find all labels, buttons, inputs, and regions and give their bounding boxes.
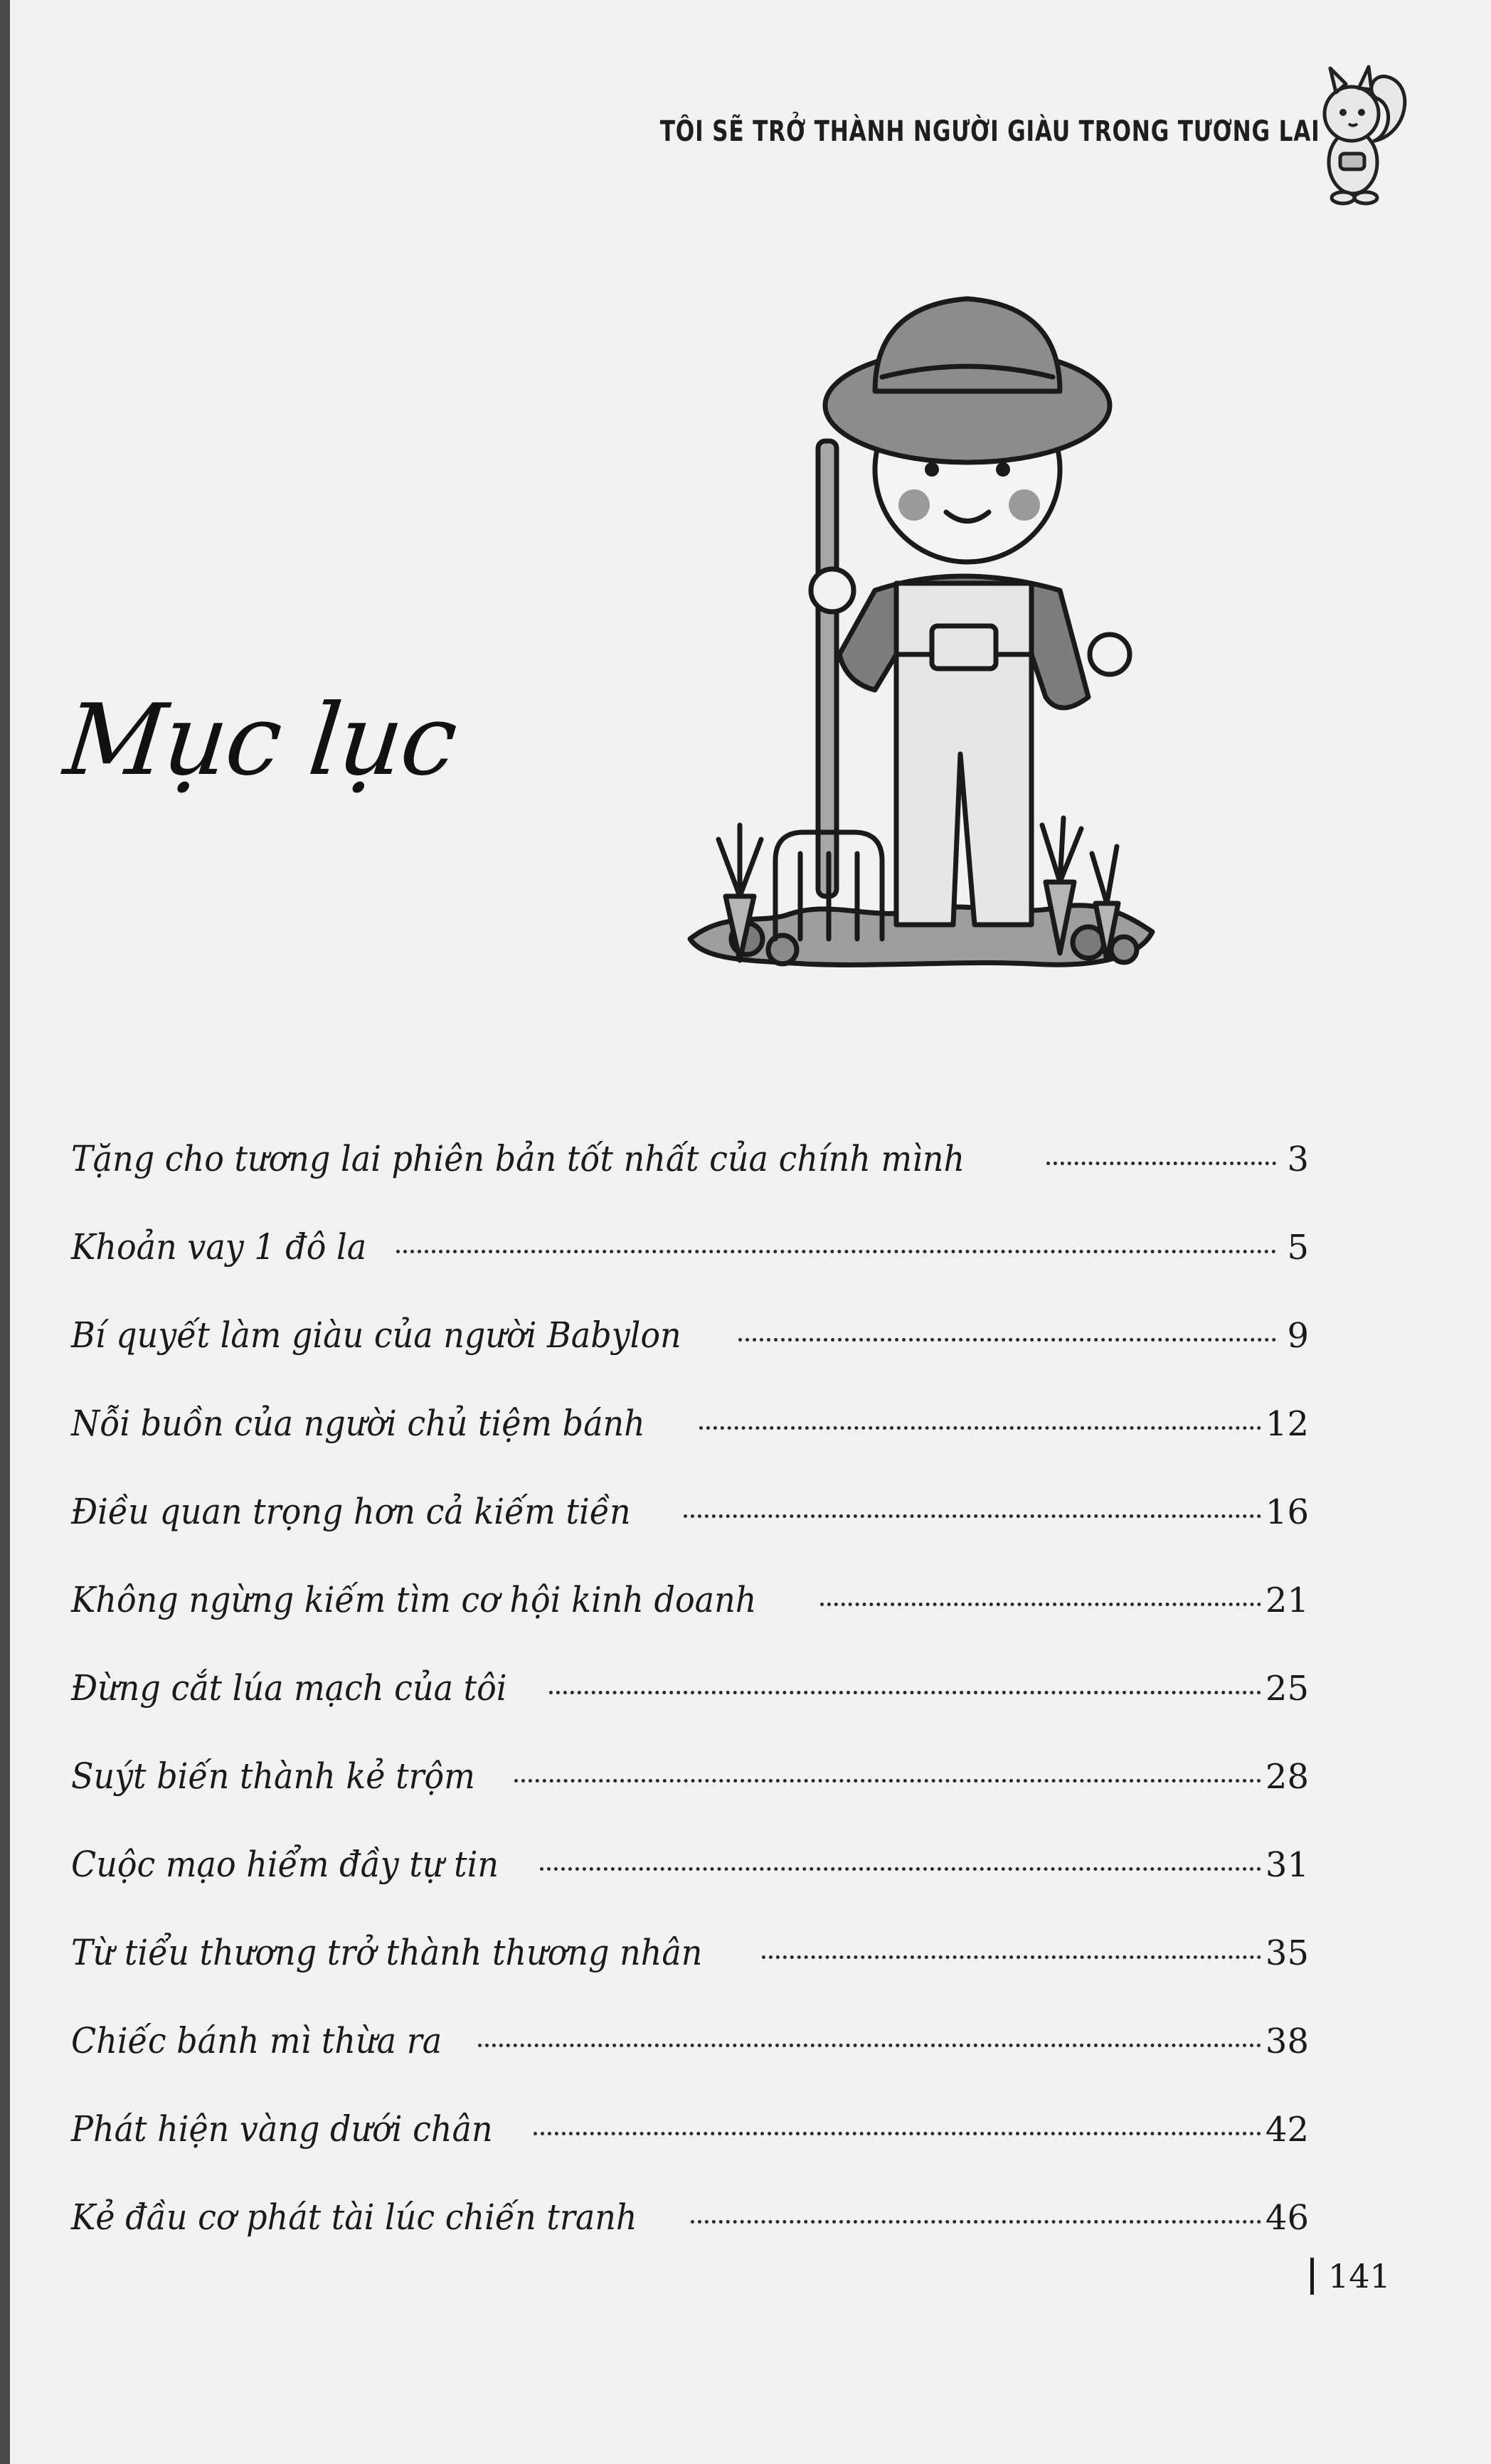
- toc-entry-title: Từ tiểu thương trở thành thương nhân: [71, 1932, 703, 1973]
- toc-entry[interactable]: [71, 1403, 1309, 1491]
- toc-entry-page: 21: [1265, 1581, 1309, 1620]
- toc-leader-dots: [691, 2220, 1261, 2224]
- toc-entry-page: 25: [1265, 1669, 1309, 1709]
- toc-leader-dots: [820, 1603, 1261, 1606]
- toc-entry[interactable]: [71, 1932, 1309, 2020]
- toc-entry-page: 42: [1265, 2110, 1309, 2150]
- toc-entry-page: 46: [1265, 2198, 1309, 2238]
- toc-entry[interactable]: [71, 1315, 1309, 1403]
- page-binding-edge: [0, 0, 10, 2464]
- toc-entry-page: 28: [1265, 1757, 1309, 1797]
- toc-entry[interactable]: [71, 1226, 1309, 1315]
- toc-leader-dots: [738, 1338, 1276, 1342]
- toc-entry-page: 3: [1287, 1140, 1309, 1179]
- toc-leader-dots: [514, 1779, 1261, 1783]
- toc-entry-title: Khoản vay 1 đô la: [71, 1226, 367, 1268]
- toc-entry[interactable]: [71, 1667, 1309, 1756]
- toc-entry-title: Phát hiện vàng dưới chân: [71, 2108, 493, 2150]
- toc-leader-dots: [762, 1955, 1261, 1959]
- page-number-text: 141: [1328, 2257, 1391, 2295]
- toc-leader-dots: [478, 2044, 1261, 2047]
- toc-leader-dots: [1046, 1162, 1276, 1165]
- toc-entry-page: 5: [1287, 1228, 1309, 1268]
- table-of-contents: [71, 1138, 1309, 2285]
- toc-entry-page: 38: [1265, 2022, 1309, 2061]
- toc-leader-dots: [684, 1514, 1261, 1518]
- toc-entry-title: Đừng cắt lúa mạch của tôi: [71, 1667, 507, 1709]
- toc-entry[interactable]: [71, 1844, 1309, 1932]
- toc-entry-title: Tặng cho tương lai phiên bản tốt nhất của chính mình: [71, 1138, 965, 1179]
- toc-leader-dots: [534, 2132, 1261, 2135]
- toc-entry-page: 9: [1287, 1316, 1309, 1356]
- page-number: [1310, 2251, 1391, 2301]
- toc-leader-dots: [540, 1867, 1261, 1871]
- toc-leader-dots: [396, 1250, 1276, 1253]
- toc-entry-title: Không ngừng kiếm tìm cơ hội kinh doanh: [71, 1579, 757, 1620]
- squirrel-icon: [1309, 55, 1416, 212]
- toc-entry-title: Điều quan trọng hơn cả kiếm tiền: [71, 1491, 631, 1532]
- toc-entry[interactable]: [71, 1491, 1309, 1579]
- toc-entry-page: 12: [1265, 1404, 1309, 1444]
- toc-entry-title: Kẻ đầu cơ phát tài lúc chiến tranh: [71, 2197, 637, 2238]
- farmer-boy-illustration: [662, 256, 1174, 1010]
- toc-entry-title: Nỗi buồn của người chủ tiệm bánh: [71, 1403, 645, 1444]
- toc-entry-page: 16: [1265, 1492, 1309, 1532]
- page-title: Mục lục: [59, 683, 462, 797]
- toc-entry-title: Suýt biến thành kẻ trộm: [71, 1756, 475, 1797]
- toc-entry-title: Bí quyết làm giàu của người Babylon: [71, 1315, 681, 1356]
- toc-entry[interactable]: [71, 2197, 1309, 2285]
- toc-entry-title: Chiếc bánh mì thừa ra: [71, 2020, 442, 2061]
- folio-divider: [1310, 2258, 1314, 2295]
- toc-entry[interactable]: [71, 1138, 1309, 1226]
- toc-entry-title: Cuộc mạo hiểm đầy tự tin: [71, 1844, 499, 1885]
- running-header: TÔI SẼ TRỞ THÀNH NGƯỜI GIÀU TRONG TƯƠNG LAI: [660, 115, 1320, 148]
- toc-entry-page: 35: [1265, 1933, 1309, 1973]
- toc-entry[interactable]: [71, 2020, 1309, 2108]
- toc-entry[interactable]: [71, 2108, 1309, 2197]
- toc-entry-page: 31: [1265, 1845, 1309, 1885]
- toc-leader-dots: [699, 1426, 1261, 1430]
- toc-leader-dots: [549, 1691, 1261, 1694]
- toc-entry[interactable]: [71, 1579, 1309, 1667]
- toc-entry[interactable]: [71, 1756, 1309, 1844]
